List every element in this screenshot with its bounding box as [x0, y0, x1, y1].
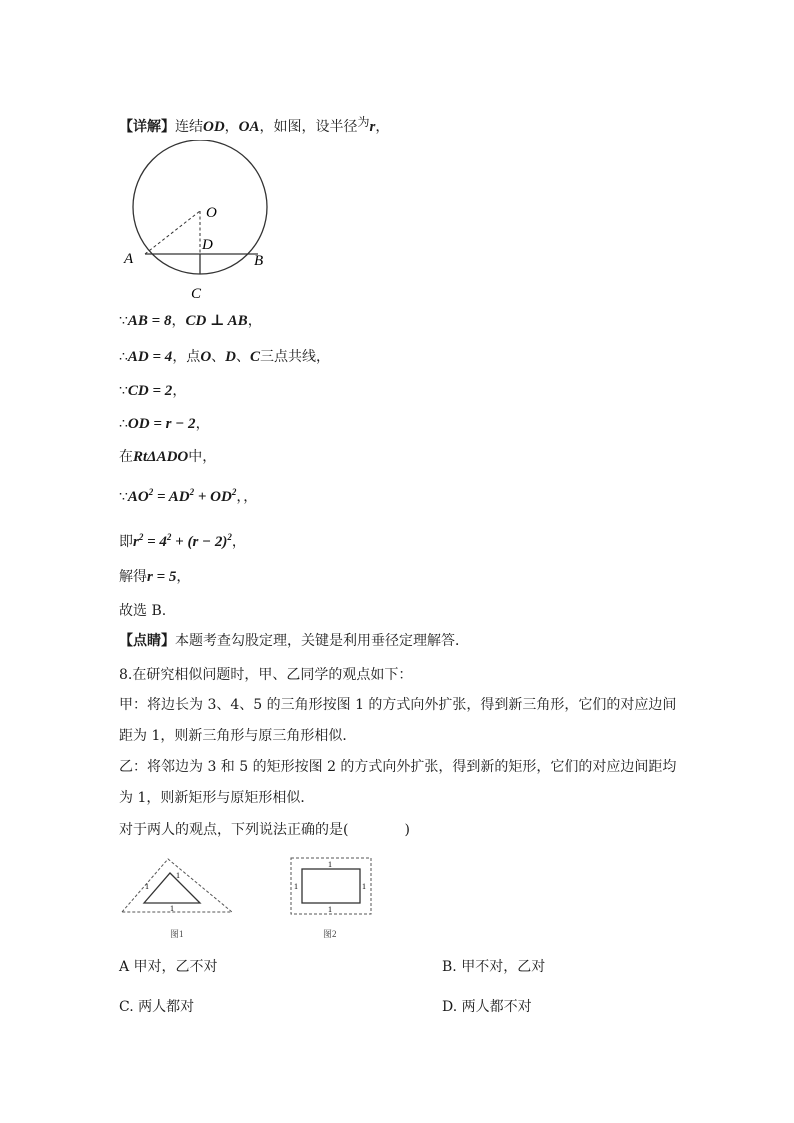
svg-text:1: 1	[328, 905, 332, 914]
step-4: ∴OD = r − 2，	[119, 416, 210, 432]
step-5: 在RtΔADO中，	[119, 449, 217, 465]
inner-rectangle	[302, 869, 360, 903]
detail-label: 【详解】	[119, 119, 175, 135]
yi-line-2: 为 1，则新矩形与原矩形相似．	[119, 790, 315, 806]
svg-text:1: 1	[362, 882, 366, 891]
question-8: 8.在研究相似问题时，甲、乙同学的观点如下：	[119, 667, 413, 683]
segment-oa	[145, 211, 200, 254]
option-c[interactable]: C. 两人都对	[119, 999, 195, 1015]
label-a: A	[124, 251, 134, 267]
comment-line: 【点睛】本题考查勾股定理，关键是利用垂径定理解答．	[119, 633, 469, 649]
figure-2	[287, 856, 375, 940]
label-b: B	[254, 253, 264, 269]
question-ask: 对于两人的观点，下列说法正确的是( )	[119, 822, 410, 838]
svg-text:1: 1	[145, 882, 149, 891]
step-3: ∵CD = 2，	[119, 383, 187, 399]
jia-line-2: 距为 1，则新三角形与原三角形相似．	[119, 728, 357, 744]
option-a[interactable]: A 甲对，乙不对	[119, 959, 218, 975]
yi-line-1: 乙：将邻边为 3 和 5 的矩形按图 2 的方式向外扩张，得到新的矩形，它们的对应边间距均	[119, 759, 677, 775]
step-2: ∴AD = 4，点O、D、C三点共线，	[119, 349, 331, 365]
option-b[interactable]: B. 甲不对，乙对	[442, 959, 546, 975]
step-6: $\because AO^2 = AD^2 + OD^2$，，	[119, 487, 258, 505]
math-oa: OA	[238, 119, 260, 135]
math-r: r	[369, 119, 376, 135]
step-8: 解得r = 5，	[119, 569, 191, 585]
detail-line: 【详解】连结OD，OA，如图，设半径为r，	[119, 115, 390, 135]
svg-text:1: 1	[294, 882, 298, 891]
option-d[interactable]: D. 两人都不对	[442, 999, 532, 1015]
svg-text:1: 1	[328, 860, 332, 869]
circle-figure	[118, 140, 278, 305]
jia-line-1: 甲：将边长为 3、4、5 的三角形按图 1 的方式向外扩张，得到新三角形，它们的对应边间	[119, 697, 677, 713]
math-od: OD	[203, 119, 225, 135]
figure-2-caption: 图2	[323, 929, 337, 939]
step-7: 即$r^2 = 4^2 + (r - 2)^2$，	[119, 532, 246, 550]
label-o: O	[206, 205, 217, 221]
figure-1	[118, 856, 236, 940]
label-c: C	[191, 286, 202, 302]
figure-1-caption: 图1	[170, 929, 184, 939]
comment-label: 【点睛】	[119, 633, 175, 649]
outer-triangle	[122, 859, 232, 912]
svg-text:1: 1	[176, 871, 180, 880]
label-d: D	[202, 237, 213, 253]
step-1: ∵AB = 8，CD ⊥ AB，	[119, 313, 262, 329]
step-9: 故选 B.	[119, 603, 167, 619]
svg-text:1: 1	[170, 904, 174, 913]
